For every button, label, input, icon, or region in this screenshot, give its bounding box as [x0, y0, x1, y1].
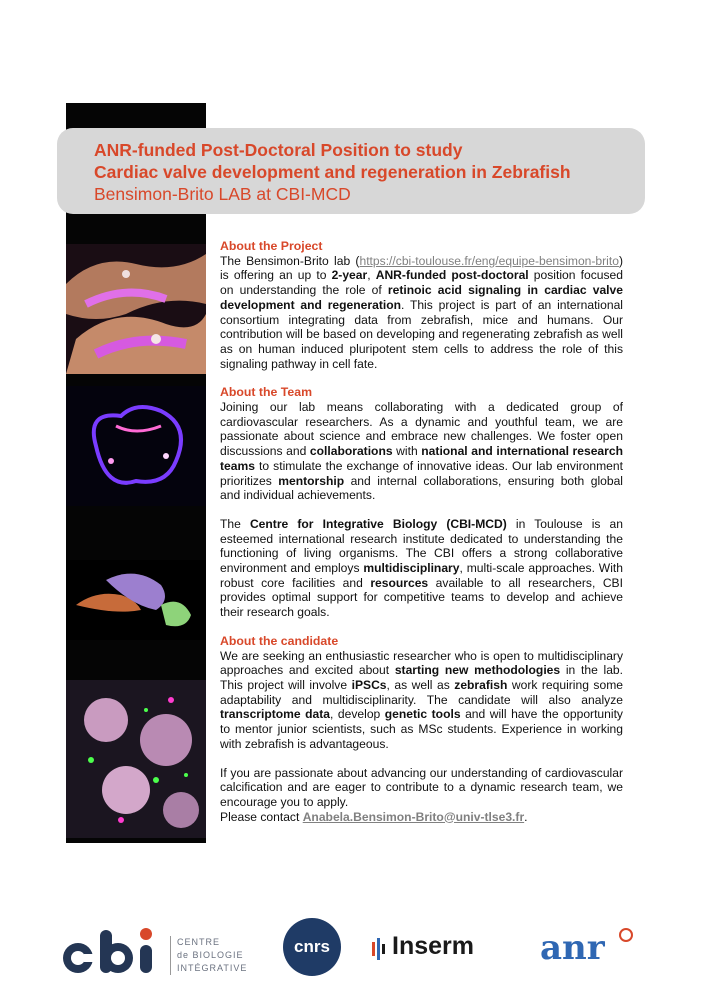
text: ,	[367, 268, 376, 283]
microscopy-image-heart-outline	[66, 386, 206, 506]
header-banner	[57, 128, 645, 214]
microscopy-image-valve-tissue	[66, 244, 206, 374]
text: We are seeking an enthusiastic researcher who is open to multidisciplinary approaches and excited about	[220, 648, 623, 678]
team-heading: About the Team	[220, 385, 312, 400]
cbi-text-line: CENTRE	[177, 937, 221, 947]
microscopy-image-3d-reconstruction	[66, 560, 206, 640]
text: The	[220, 516, 250, 531]
position-title-line2: Cardiac valve development and regeneration in Zebrafish	[94, 162, 571, 182]
text: .	[524, 809, 528, 824]
emphasis: starting new methodologies	[394, 663, 561, 678]
spacer	[220, 620, 623, 634]
project-heading: About the Project	[220, 239, 323, 253]
text: ) is offering an up to	[220, 253, 623, 283]
text: in the lab. This project will involve	[220, 663, 624, 692]
text: The Bensimon-Brito lab (	[220, 253, 360, 268]
spacer	[220, 752, 623, 766]
text: in Toulouse is an esteemed international research institute dedicated to understanding the functioning of living organisms. The CBI offers a strong collaborative environment and employs	[220, 516, 624, 576]
emphasis: ANR-funded post-doctoral	[375, 268, 529, 283]
candidate-heading: About the candidate	[220, 633, 339, 648]
candidate-paragraph-1	[220, 649, 623, 752]
inserm-text: Inserm	[392, 932, 474, 960]
text: Please contact	[220, 809, 303, 824]
position-title-line1: ANR-funded Post-Doctoral Position to study	[94, 140, 463, 160]
spacer	[220, 503, 623, 517]
emphasis: transcriptome data	[220, 707, 331, 722]
text: to stimulate the exchange of innovative ideas. Our lab environment prioritizes	[220, 458, 623, 488]
project-paragraph	[220, 254, 623, 372]
text: , develop	[330, 707, 385, 722]
text: with	[392, 444, 422, 459]
cbi-text-line: INTÉGRATIVE	[177, 963, 248, 973]
inserm-logo	[392, 932, 474, 961]
text: and internal collaborations, ensuring both global and individual achievements.	[220, 473, 623, 503]
text: , multi-scale approaches. With robust core facilities and	[220, 561, 623, 590]
anr-logo: anr	[540, 928, 605, 968]
team-paragraph-2	[220, 517, 623, 620]
cbi-logo-text	[170, 936, 247, 975]
emphasis: 2-year	[331, 268, 368, 283]
text: . This project is part of an international consortium integrating data from zebrafish, mice and humans. Our contribution will be based on developing and regenerating zebrafish as well as on human induced pluripotent stem cells to address the role of this signaling pathway in cell fate.	[220, 297, 623, 371]
cnrs-logo: cnrs	[283, 918, 341, 976]
emphasis: genetic tools	[384, 707, 461, 722]
text: , as well as	[386, 677, 455, 692]
emphasis: resources	[370, 575, 429, 590]
text: Joining our lab means collaborating with a dedicated group of cardiovascular researchers. As a dynamic and youthful team, we are passionate about science and embrace new challenges. We foster open discussions and	[220, 400, 623, 459]
microscopy-image-cells	[66, 680, 206, 838]
emphasis: collaborations	[309, 444, 393, 459]
team-paragraph-1	[220, 400, 623, 503]
text: position focused on understanding the role of	[220, 268, 623, 298]
emphasis: national and international research teams	[220, 444, 623, 473]
emphasis: iPSCs	[351, 677, 387, 692]
contact-email-link[interactable]: Anabela.Bensimon-Brito@univ-tlse3.fr	[302, 809, 525, 824]
spacer	[220, 371, 623, 385]
emphasis: Centre for Integrative Biology (CBI-MCD)	[249, 516, 507, 531]
emphasis: multidisciplinary	[363, 561, 460, 576]
text: available to all researchers, CBI provides optimal support for competitive teams to develop and achieve their research goals.	[220, 575, 623, 620]
lab-name: Bensimon-Brito LAB at CBI-MCD	[94, 184, 351, 204]
anr-logo-mark	[619, 928, 633, 942]
lab-website-link[interactable]: https://cbi-toulouse.fr/eng/equipe-bensimon-brito	[359, 253, 619, 268]
contact-line	[220, 810, 623, 825]
cbi-logo	[60, 926, 165, 981]
text: and will have the opportunity to mentor junior scientists, such as MSc students. Experience in working with zebrafish is advantageous.	[220, 707, 623, 751]
emphasis: mentorship	[278, 473, 345, 488]
main-content	[220, 239, 623, 824]
candidate-paragraph-2: If you are passionate about advancing our understanding of cardiovascular calcification and are eager to contribute to a dynamic research team, we encourage you to apply.	[220, 765, 623, 809]
inserm-logo-bars	[372, 938, 388, 960]
text: work requiring some adaptability and multidisciplinarity. The candidate will also analyze	[220, 677, 624, 707]
emphasis: retinoic acid signaling in cardiac valve development and regeneration	[220, 283, 623, 312]
emphasis: zebrafish	[454, 677, 508, 692]
partner-logos	[0, 910, 707, 990]
cbi-text-line: de BIOLOGIE	[177, 950, 244, 960]
